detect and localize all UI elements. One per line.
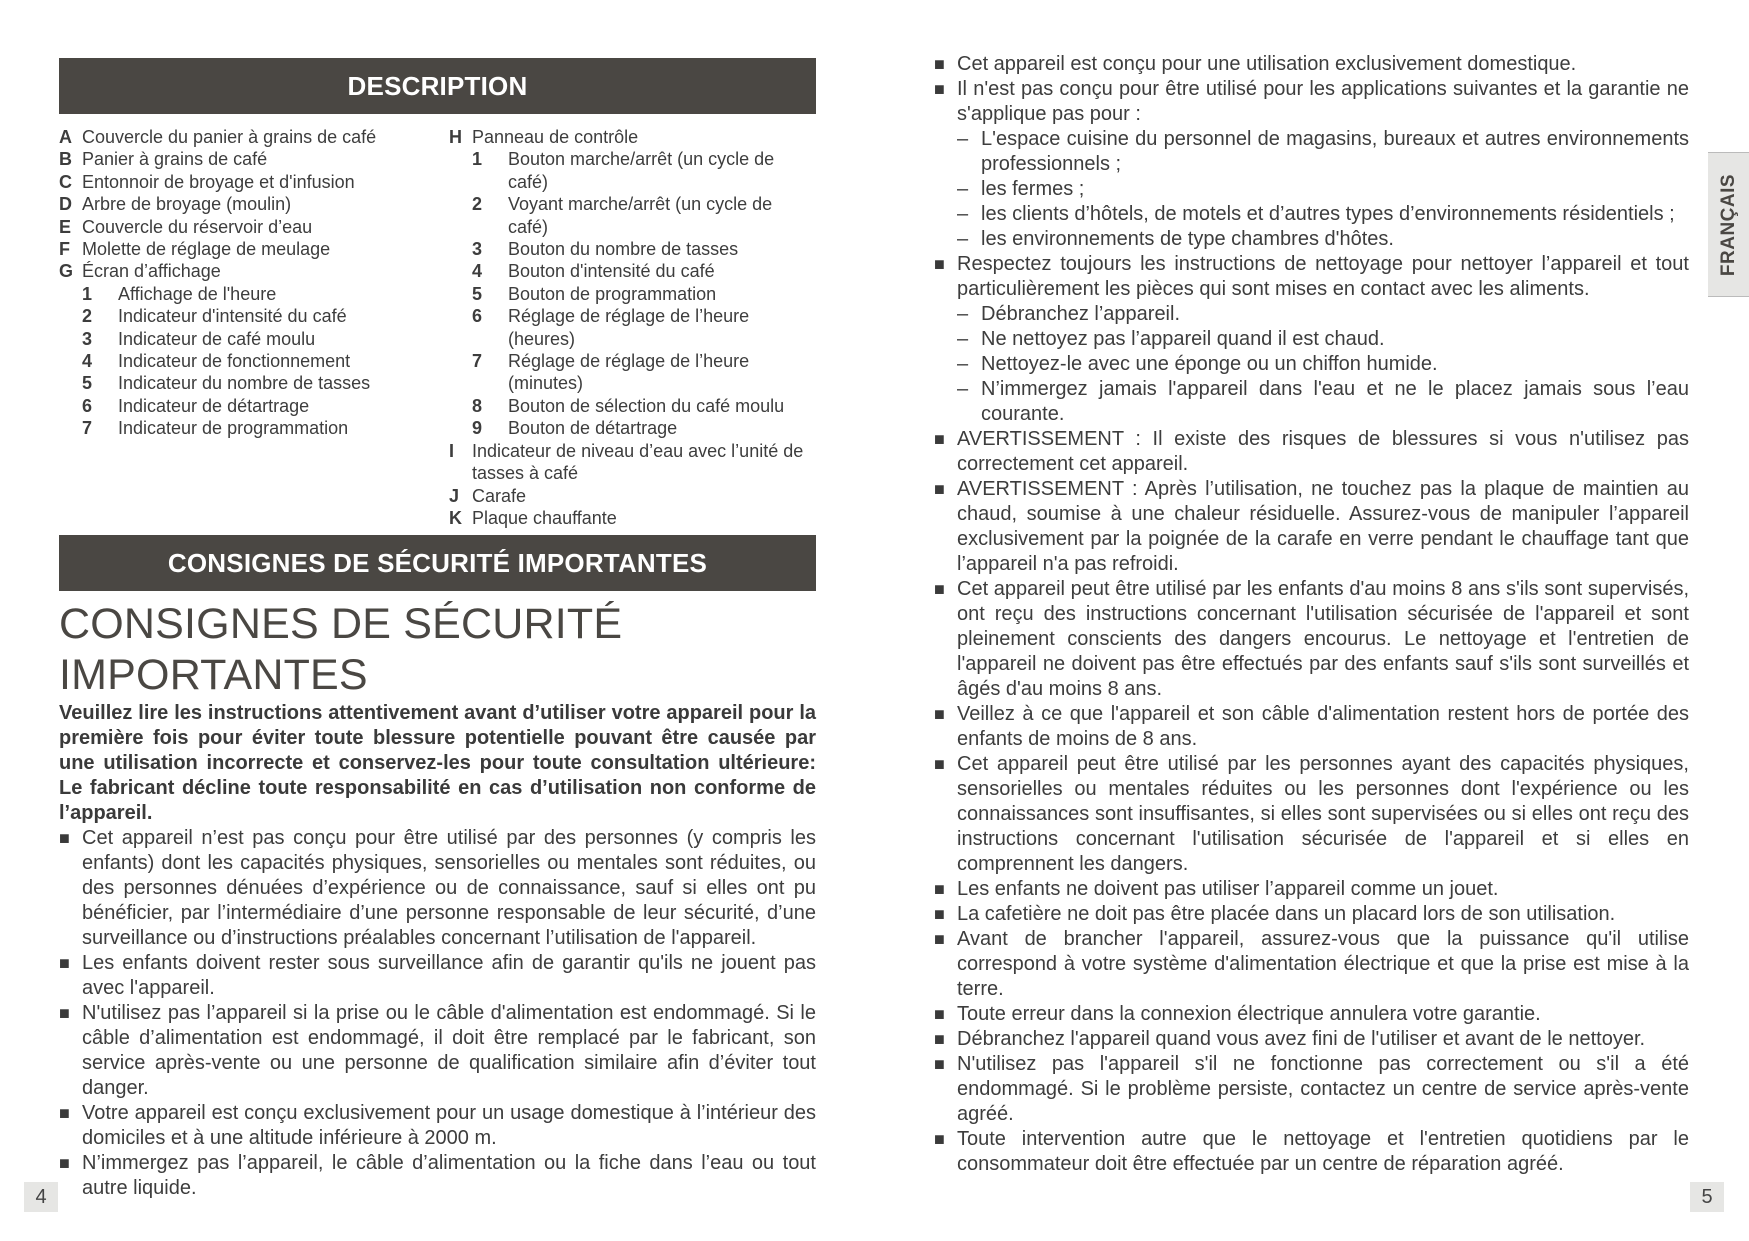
item-text: Carafe [472,485,527,506]
item-letter: C [59,171,72,192]
bullet-item [934,702,1689,752]
subitem-text: Réglage de réglage de l’heure (heures) [508,306,750,349]
bullet-text: Votre appareil est conçu exclusivement pour un usage domestique à l’intérieur des domiciles et à une altitude inférieure à 2000 m. [82,1102,816,1150]
bullet-square-icon: ■ [934,704,945,724]
subitem-text: Bouton d'intensité du café [508,261,715,282]
bullet-item [934,427,1689,477]
item-letter: B [59,149,72,170]
subitem-number: 1 [82,283,93,304]
safety-banner: CONSIGNES DE SÉCURITÉ IMPORTANTES [59,535,816,591]
subitem-text: Réglage de réglage de l’heure (minutes) [508,351,750,394]
subitem-number: 6 [472,306,483,327]
subitem-text: Bouton marche/arrêt (un cycle de café) [508,149,775,192]
description-subitem [59,350,449,372]
bullet-square-icon: ■ [934,79,945,99]
subitem-text: Indicateur du nombre de tasses [118,373,371,394]
dash-text: les fermes ; [981,178,1085,200]
item-text: Molette de réglage de meulage [82,239,331,260]
bullet-item: ■ Cet appareil est conçu pour une utilisation exclusivement domestique. [934,53,1577,75]
description-col-2 [449,126,816,529]
language-tab: FRANÇAIS [1708,152,1749,297]
description-item [449,485,816,507]
safety-intro: Veuillez lire les instructions attentivement avant d’utiliser votre appareil pour la première fois pour éviter toute blessure potentielle pouvant être causée par une utilisation incorrecte et conservez-les pour toute consultation ultérieure: Le fabricant décline toute responsabilité en cas d’utilisation non conforme de l’appareil. [59,702,816,825]
item-text: Entonnoir de broyage et d'infusion [82,171,355,192]
bullet-item: ■ Il n'est pas conçu pour être utilisé pour les applications suivantes et la garantie ne s'applique pas pour : [934,78,1689,125]
bullet-square-icon: ■ [934,1004,945,1024]
description-item [449,507,816,529]
description-subitem [449,260,816,282]
dash-marker: – [957,353,969,375]
left-column [59,58,816,1201]
bullet-text: Cet appareil peut être utilisé par les personnes ayant des capacités physiques, sensorielles ou mentales réduites ou les personnes dont l'expérience ou les connaissances sont insuffisantes, si elles sont supervisées ou si elles ont reçu des instructions concernant l'utilisation sécurisée de l'appareil et si elles en comprennent les dangers. [957,753,1689,875]
item-text: Arbre de broyage (moulin) [82,194,292,215]
item-text: Indicateur de niveau d’eau avec l’unité de tasses à café [472,440,804,484]
description-list [59,126,816,529]
description-subitem [449,350,816,395]
description-subitem [449,148,816,193]
subitem-number: 4 [472,261,483,282]
safety-title: CONSIGNES DE SÉCURITÉ IMPORTANTES [59,600,623,700]
bullet-text: Débranchez l'appareil quand vous avez fini de l'utiliser et avant de le nettoyer. [957,1028,1646,1050]
right-column [934,52,1689,1177]
description-item [59,238,449,260]
dash-marker: – [957,228,969,250]
subitem-number: 8 [472,395,483,416]
subitem-text: Affichage de l'heure [118,283,277,304]
subitem-text: Indicateur de café moulu [118,328,316,349]
subitem-number: 1 [472,149,483,170]
bullet-item [59,951,816,1001]
dash-item [934,177,1689,202]
bullet-square-icon: ■ [934,254,945,274]
subitem-number: 3 [472,239,483,260]
description-subitem [59,372,449,394]
bullet-square-icon: ■ [934,904,945,924]
description-subitem [449,417,816,439]
bullet-square-icon: ■ [934,54,945,74]
subitem-number: 7 [82,418,93,439]
bullet-square-icon: ■ [934,754,945,774]
item-letter: J [449,485,460,506]
bullet-text: N'utilisez pas l'appareil s'il ne fonctionne pas correctement ou s'il a été endommagé. Si le problème persiste, contactez un centre de service après-vente agréé. [957,1053,1689,1125]
subitem-text: Indicateur d'intensité du café [118,306,347,327]
bullet-text: Toute erreur dans la connexion électrique annulera votre garantie. [957,1003,1541,1025]
subitem-number: 5 [82,373,93,394]
subitem-text: Indicateur de programmation [118,418,349,439]
dash-marker: – [957,203,969,225]
item-text: Panier à grains de café [82,149,268,170]
description-subitem [59,305,449,327]
dash-item [934,352,1689,377]
dash-item [934,377,1689,427]
subitem-text: Bouton de programmation [508,283,717,304]
bullet-square-icon: ■ [934,879,945,899]
bullet-item [934,1027,1689,1052]
item-text: Écran d’affichage [82,261,221,282]
dash-text: N’immergez jamais l'appareil dans l'eau et ne le placez jamais sous l’eau courante. [981,378,1689,425]
description-subitem [59,417,449,439]
description-item [59,216,449,238]
bullet-text: N'utilisez pas l’appareil si la prise ou le câble d'alimentation est endommagé. Si le câble d’alimentation est endommagé, il doit être remplacé par le fabricant, son service après-vente ou une personne de qualification similaire afin d’éviter tout danger. [82,1002,816,1100]
dash-marker: – [957,128,969,150]
item-text: Couvercle du panier à grains de café [82,127,377,147]
description-subitem [449,283,816,305]
description-subitem [59,328,449,350]
description-item [59,171,449,193]
description-item: H Panneau de contrôle [449,127,639,147]
dash-item [934,327,1689,352]
dash-item [934,302,1689,327]
dash-text: les clients d’hôtels, de motels et d’autres types d’environnements résidentiels ; [981,203,1675,225]
bullet-item [934,927,1689,1002]
bullet-text: Avant de brancher l'appareil, assurez-vous que la puissance qu'il utilise correspond à votre système d'alimentation électrique et que la prise est mise à la terre. [957,928,1689,1000]
description-item [59,148,449,170]
dash-item [934,227,1689,252]
bullet-text: Les enfants doivent rester sous surveillance afin de garantir qu'ils ne jouent pas avec l'appareil. [82,952,816,1000]
dash-marker: – [957,378,969,400]
bullet-item [934,752,1689,877]
bullet-text: AVERTISSEMENT : Après l’utilisation, ne touchez pas la plaque de maintien au chaud, soumise à une chaleur résiduelle. Assurez-vous de manipuler l’appareil exclusivement par la poignée de la carafe en verre pendant le chauffage tant que l’appareil n'a pas refroidi. [957,478,1689,575]
subitem-number: 6 [82,395,93,416]
item-letter: K [449,507,462,528]
dash-item [934,127,1689,177]
item-letter: G [59,261,74,282]
bullet-square-icon: ■ [934,579,945,599]
dash-text: L'espace cuisine du personnel de magasins, bureaux et autres environnements professionnels ; [981,128,1689,175]
bullet-item [934,1052,1689,1127]
dash-text: Ne nettoyez pas l’appareil quand il est chaud. [981,328,1385,350]
dash-marker: – [957,303,969,325]
dash-text: Débranchez l’appareil. [981,303,1181,325]
description-item [59,260,449,282]
subitem-text: Bouton de sélection du café moulu [508,395,785,416]
item-text: Plaque chauffante [472,507,617,528]
description-subitem [59,283,449,305]
description-item [59,126,449,148]
description-subitem [449,238,816,260]
subitem-number: 2 [82,306,93,327]
subitem-number: 4 [82,351,93,372]
bullet-item [59,826,816,951]
bullet-item [934,877,1689,902]
item-letter: A [59,127,72,147]
description-item [449,440,816,485]
bullet-text: Veillez à ce que l'appareil et son câble d'alimentation restent hors de portée des enfants de moins de 8 ans. [957,703,1689,750]
bullet-item [934,1127,1689,1177]
bullet-square-icon: ■ [934,1029,945,1049]
item-letter: E [59,216,72,237]
bullet-square-icon: ■ [934,1054,945,1074]
subitem-number: 3 [82,328,93,349]
bullet-text: AVERTISSEMENT : Il existe des risques de blessures si vous n'utilisez pas correctement cet appareil. [957,428,1689,475]
subitem-text: Indicateur de détartrage [118,395,310,416]
bullet-item [934,577,1689,702]
dash-marker: – [957,178,969,200]
subitem-text: Indicateur de fonctionnement [118,351,351,372]
subitem-number: 9 [472,418,483,439]
bullet-item [934,902,1689,927]
item-letter: D [59,194,72,215]
bullet-text: Les enfants ne doivent pas utiliser l’appareil comme un jouet. [957,878,1499,900]
bullet-item [59,1101,816,1151]
bullet-text: Cet appareil n’est pas conçu pour être utilisé par des personnes (y compris les enfants) dont les capacités physiques, sensorielles ou mentales sont réduites, ou des personnes dénuées d’expérience ou de connaissance, sauf si elles ont pu bénéficier, par l’intermédiaire d’une personne responsable de leur sécurité, d’une surveillance ou d’instructions préalables concernant l’utilisation de l'appareil. [82,827,816,950]
description-subitem [449,193,816,238]
description-subitem [59,395,449,417]
description-subitem [449,305,816,350]
bullet-item [934,477,1689,577]
subitem-text: Bouton du nombre de tasses [508,239,739,260]
bullet-text: Toute intervention autre que le nettoyage et l'entretien quotidiens par le consommateur doit être effectuée par un centre de réparation agréé. [957,1128,1689,1175]
description-col-1 [59,126,449,529]
bullet-text: N’immergez pas l’appareil, le câble d’alimentation ou la fiche dans l’eau ou tout autre liquide. [82,1152,816,1200]
subitem-number: 5 [472,283,483,304]
subitem-text: Voyant marche/arrêt (un cycle de café) [508,194,773,237]
bullet-square-icon: ■ [59,1103,70,1124]
dash-text: les environnements de type chambres d'hôtes. [981,228,1394,250]
dash-marker: – [957,328,969,350]
bullet-square-icon: ■ [59,1153,70,1174]
bullet-item [934,1002,1689,1027]
bullet-item [59,1001,816,1101]
bullet-square-icon: ■ [934,929,945,949]
subitem-number: 2 [472,194,483,215]
page-number-right: 5 [1690,1182,1724,1212]
left-bullet-list [59,826,816,1201]
description-subitem [449,395,816,417]
bullet-square-icon: ■ [59,953,70,974]
description-item [59,193,449,215]
description-banner: DESCRIPTION [59,58,816,114]
bullet-item [59,1151,816,1201]
bullet-text: La cafetière ne doit pas être placée dans un placard lors de son utilisation. [957,903,1616,925]
bullet-square-icon: ■ [934,479,945,499]
dash-item [934,202,1689,227]
item-letter: I [449,440,455,461]
right-bullet-list [934,52,1689,1177]
page-number-left: 4 [24,1182,58,1212]
subitem-text: Bouton de détartrage [508,418,678,439]
bullet-square-icon: ■ [59,828,70,849]
bullet-square-icon: ■ [934,1129,945,1149]
bullet-square-icon: ■ [59,1003,70,1024]
bullet-text: Cet appareil peut être utilisé par les enfants d'au moins 8 ans s'ils sont supervisés, ont reçu des instructions concernant l'utilisation sécurisée de l'appareil et sont pleinement conscients des dangers encourus. Le nettoyage et l'entretien de l'appareil ne doivent pas être effectués par des enfants sauf s'ils sont surveillés et âgés d'au moins 8 ans. [957,578,1689,700]
bullet-square-icon: ■ [934,429,945,449]
item-text: Couvercle du réservoir d’eau [82,216,313,237]
dash-text: Nettoyez-le avec une éponge ou un chiffon humide. [981,353,1438,375]
item-letter: F [59,239,70,260]
subitem-number: 7 [472,351,483,372]
bullet-item: ■ Respectez toujours les instructions de nettoyage pour nettoyer l’appareil et tout particulièrement les pièces qui sont mises en contact avec les aliments. [934,253,1689,300]
